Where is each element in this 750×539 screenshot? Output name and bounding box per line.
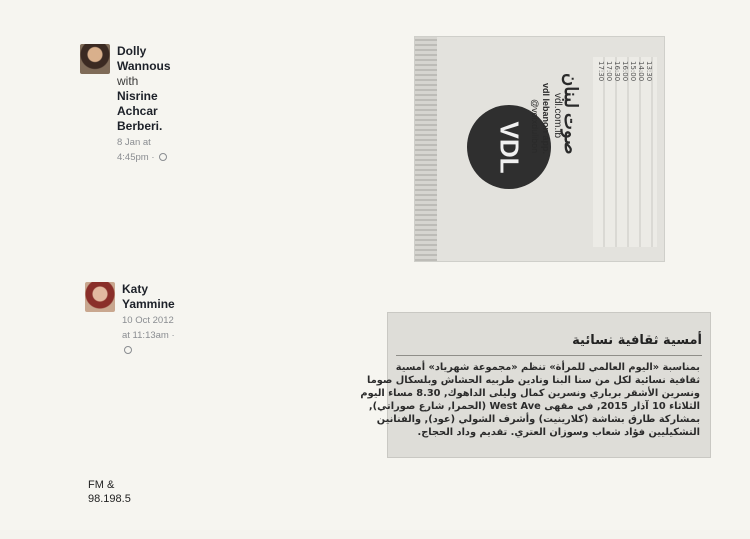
schedule-time: 13:30 [645,61,653,82]
author-line [117,44,171,119]
schedule-time: 17:30 [597,61,605,82]
post-date[interactable]: 8 Jan at 4:45pm [117,137,151,163]
article-body [360,361,700,439]
author-name[interactable]: Katy Yammine [122,282,175,311]
post-header [85,282,175,358]
schedule-time: 14:00 [637,61,645,82]
article-title: أمسية ثقافية نسائية [572,333,702,348]
globe-icon [159,153,167,161]
avatar[interactable] [85,282,115,312]
with-word: with [117,74,139,88]
schedule-time: 17:00 [605,61,613,82]
schedule-time: 15:00 [629,61,637,82]
post-meta: 8 Jan at 4:45pm · [117,135,171,165]
post-date[interactable]: 10 Oct 2012 at 11:13am [122,315,174,341]
newspaper-clipping-article [360,312,711,458]
ad-text [530,73,581,223]
page-edge-band [415,37,437,261]
tagged-name-2[interactable]: Berberi. [117,119,163,133]
author-name[interactable]: Dolly Wannous [117,44,171,73]
fm-line: FM & 98.198.5 [88,479,131,506]
ad-line: vdl.com.lb [552,93,563,139]
schedule-time: 16:00 [621,61,629,82]
ad-line: @voixdulibon [530,99,540,154]
article-line: الثلاثاء 10 آذار 2015, في مقهى West Ave (الحمرا, شارع صوراتي), [368,401,700,412]
article-line: بمشاركة طارق بشاشة (كلارينيت) وأشرف الشولي (عود), والفنانين [376,414,700,425]
article-line: بمناسبة «اليوم العالمي للمرأة» تنظم «مجموعة شهرياد» أمسية [395,362,700,373]
post-header [80,44,171,165]
divider [396,355,702,356]
article-line: ونسرين الأشقر برباري ونسرين كمال وليلى الداهوك, 8.30 مساء اليوم [360,388,700,399]
avatar[interactable] [80,44,110,74]
post-meta: 10 Oct 2012 at 11:13am · [122,313,175,358]
schedule-time: 16:30 [613,61,621,82]
globe-icon [124,346,132,354]
ad-line: vdl lebanon app. [541,83,551,155]
ad-line: صوت لبنان [561,73,581,155]
article-line: التشكيليين فؤاد شعاب وسوزان العتري. تقديم وداد الحجاج. [417,427,700,438]
article-line: ثقافية نسائية لكل من سنا البنا ونادين طربيه الحشاش وبلسكال صوما [367,375,700,386]
vdl-logo: VDL [467,105,551,189]
schedule-list [593,57,657,247]
tagged-name-1[interactable]: Nisrine Achcar [117,89,158,118]
newspaper-clipping-radio-ad [414,36,665,262]
